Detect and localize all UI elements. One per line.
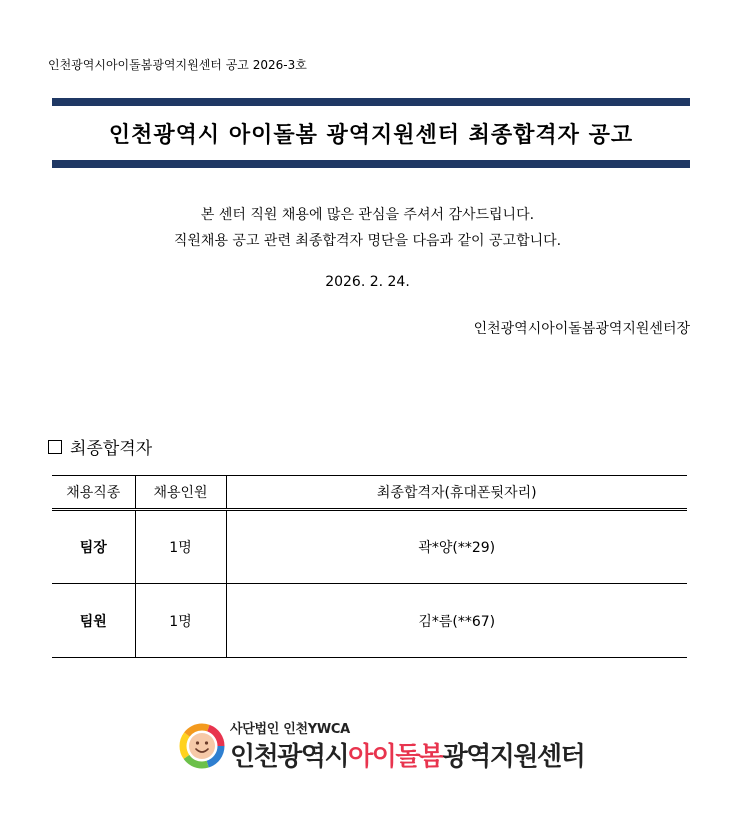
header-final-candidate: 최종합격자(휴대폰뒷자리) xyxy=(226,476,687,510)
checkbox-icon xyxy=(48,440,62,454)
cell-job-type: 팀장 xyxy=(52,510,135,584)
section-heading-label: 최종합격자 xyxy=(70,439,153,459)
cell-headcount: 1명 xyxy=(135,510,226,584)
center-logo xyxy=(178,718,585,778)
title-top-bar xyxy=(52,98,690,106)
document-number: 인천광역시아이돌봄광역지원센터 공고 2026-3호 xyxy=(48,58,307,72)
announcement-date: 2026. 2. 24. xyxy=(325,274,410,290)
logo-name-part-3: 광역지원센터 xyxy=(442,742,585,772)
logo-name-part-1: 인천광역시 xyxy=(230,742,349,772)
logo-name-part-2: 아이돌봄 xyxy=(348,742,443,772)
cell-candidate: 곽*양(**29) xyxy=(226,510,687,584)
intro-line-2: 직원채용 공고 관련 최종합격자 명단을 다음과 같이 공고합니다. xyxy=(173,233,562,249)
intro-line-1: 본 센터 직원 채용에 많은 관심을 주셔서 감사드립니다. xyxy=(200,207,535,223)
cell-candidate: 김*름(**67) xyxy=(226,584,687,658)
header-headcount: 채용인원 xyxy=(135,476,226,510)
title-banner xyxy=(52,98,690,168)
result-table xyxy=(52,475,687,658)
smiley-ring-icon xyxy=(178,722,226,770)
cell-job-type: 팀원 xyxy=(52,584,135,658)
logo-name xyxy=(230,736,584,773)
table-header-row xyxy=(52,476,687,510)
title-bottom-bar xyxy=(52,160,690,168)
header-job-type: 채용직종 xyxy=(52,476,135,510)
table-row xyxy=(52,510,687,584)
logo-subtitle: 사단법인 인천YWCA xyxy=(230,722,350,737)
table-row xyxy=(52,584,687,658)
signer: 인천광역시아이돌봄광역지원센터장 xyxy=(473,321,690,337)
cell-headcount: 1명 xyxy=(135,584,226,658)
section-heading xyxy=(48,434,152,459)
page-title: 인천광역시 아이돌봄 광역지원센터 최종합격자 공고 xyxy=(108,123,634,148)
